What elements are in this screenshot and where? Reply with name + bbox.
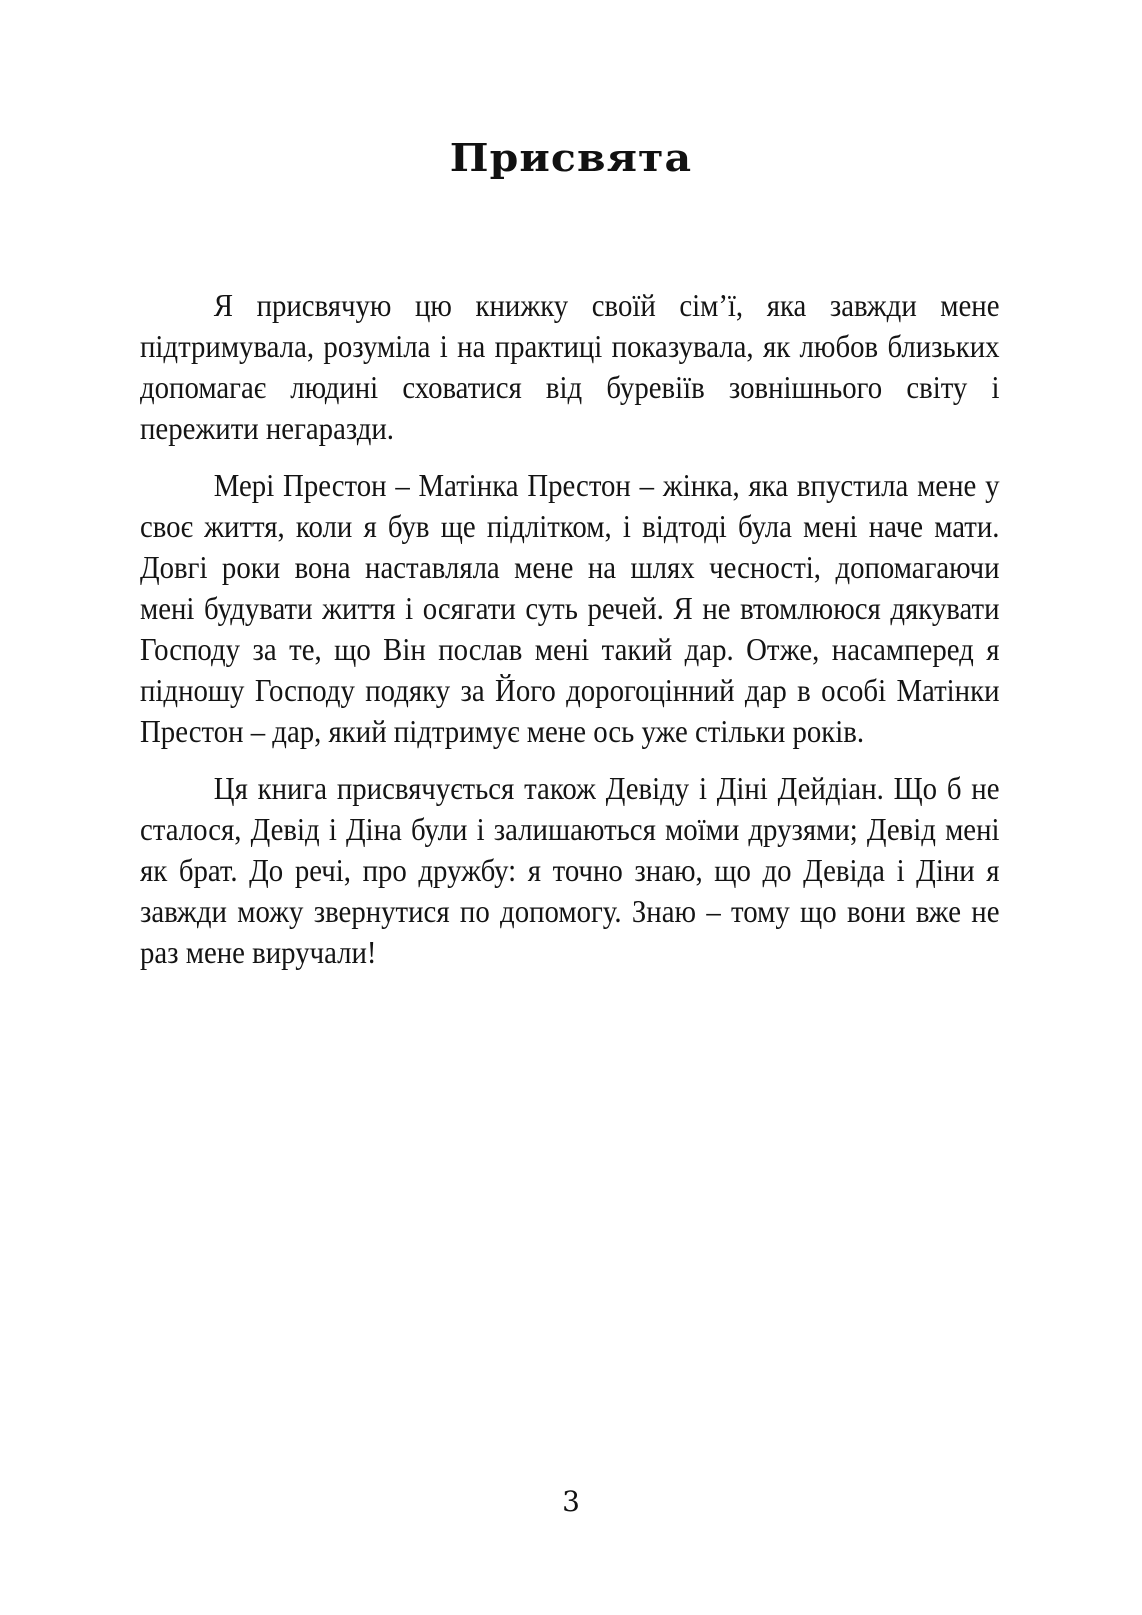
page-number: 3 xyxy=(562,1485,580,1518)
paragraph-family: Я присвячую цю книжку своїй сім’ї, яка завжди мене підтримувала, розуміла і на практиці показувала, як любов близьких допомагає людині сховатися від буревіїв зовнішнього світу і пережити негаразди. xyxy=(140,287,1000,446)
paragraph-mary-preston: Мері Престон – Матінка Престон – жінка, яка впустила мене у своє життя, коли я був ще підлітком, і відтоді була мені наче мати. Довгі роки вона наставляла мене на шлях чесності, допомагаючи мені будувати життя і осягати суть речей. Я не втомлююся дякувати Господу за те, що Він послав мені такий дар. Отже, насамперед я підношу Господу подяку за Його дорогоцінний дар в особі Матінки Престон – дар, який підтримує мене ось уже стільки років. xyxy=(140,467,1000,749)
page-title: Присвята xyxy=(449,135,693,180)
paragraph-david-dina: Ця книга присвячується також Девіду і Діні Дейдіан. Що б не сталося, Девід і Діна були і залишаються моїми друзями; Девід мені як брат. До речі, про дружбу: я точно знаю, що до Девіда і Діни я завжди можу звернутися по допомогу. Знаю – тому що вони вже не раз мене виручали! xyxy=(140,770,1000,970)
dedication-body xyxy=(140,285,1000,989)
